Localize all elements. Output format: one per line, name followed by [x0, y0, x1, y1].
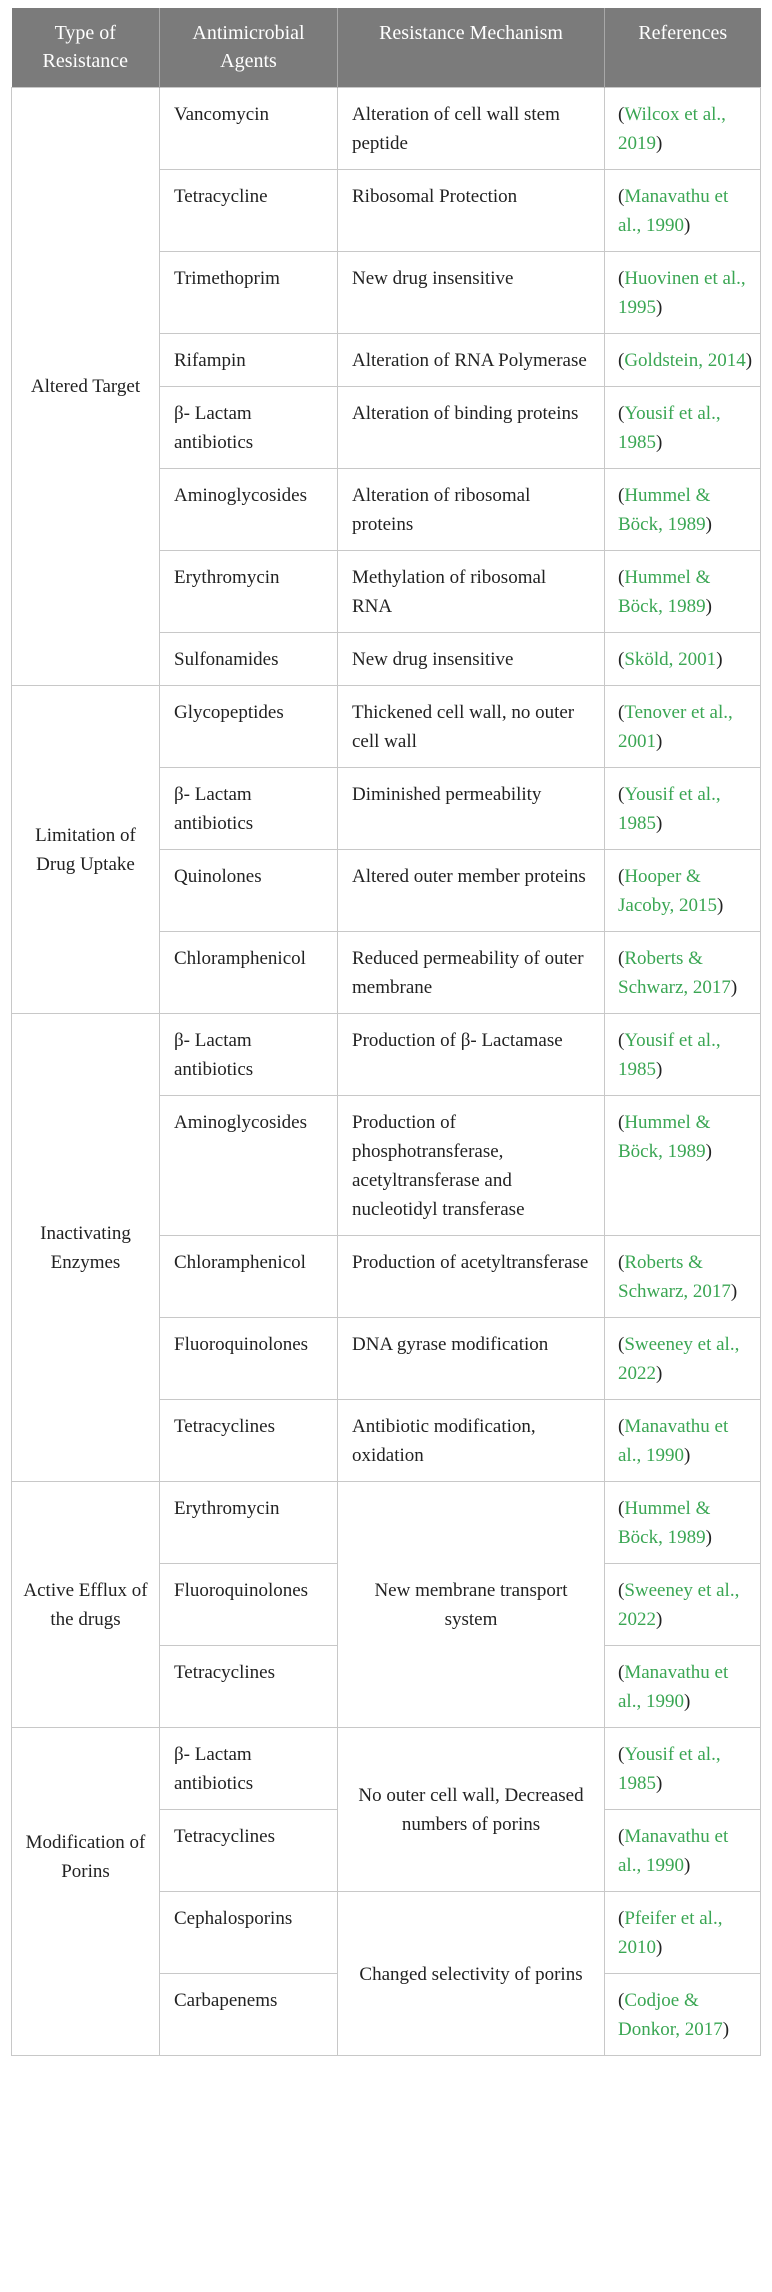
citation-link[interactable]: Hummel & Böck, 1989 — [618, 1112, 711, 1162]
citation-link[interactable]: Yousif et al., 1985 — [618, 403, 721, 453]
resistance-type-cell: Active Efflux of the drugs — [12, 1482, 160, 1728]
mechanism-cell: Changed selectivity of porins — [338, 1892, 605, 2056]
mechanism-cell: Reduced permeability of outer membrane — [338, 932, 605, 1014]
citation-link[interactable]: Hummel & Böck, 1989 — [618, 1498, 711, 1548]
table-row — [12, 1728, 761, 1810]
agent-cell: Tetracyclines — [160, 1810, 338, 1892]
agent-cell: Tetracyclines — [160, 1646, 338, 1728]
header-antimicrobial-agents: Antimicrobial Agents — [160, 8, 338, 88]
citation-link[interactable]: Manavathu et al., 1990 — [618, 186, 729, 236]
resistance-type-cell: Modification of Porins — [12, 1728, 160, 1892]
agent-cell: β- Lactam antibiotics — [160, 387, 338, 469]
reference-cell: (Manavathu et al., 1990) — [605, 1400, 761, 1482]
citation-link[interactable]: Yousif et al., 1985 — [618, 784, 721, 834]
mechanism-cell: Thickened cell wall, no outer cell wall — [338, 686, 605, 768]
citation-link[interactable]: Hooper & Jacoby, 2015 — [618, 866, 718, 916]
reference-cell: (Yousif et al., 1985) — [605, 387, 761, 469]
reference-cell: (Roberts & Schwarz, 2017) — [605, 1236, 761, 1318]
agent-cell: Chloramphenicol — [160, 1236, 338, 1318]
mechanism-cell: Production of acetyltransferase — [338, 1236, 605, 1318]
agent-cell: Erythromycin — [160, 1482, 338, 1564]
agent-cell: Rifampin — [160, 334, 338, 387]
agent-cell: Carbapenems — [160, 1974, 338, 2056]
citation-link[interactable]: Yousif et al., 1985 — [618, 1744, 721, 1794]
reference-cell: (Hooper & Jacoby, 2015) — [605, 850, 761, 932]
resistance-table — [11, 8, 761, 2056]
reference-cell: (Hummel & Böck, 1989) — [605, 469, 761, 551]
agent-cell: β- Lactam antibiotics — [160, 768, 338, 850]
mechanism-cell: Ribosomal Protection — [338, 170, 605, 252]
mechanism-cell: Production of β- Lactamase — [338, 1014, 605, 1096]
agent-cell: Vancomycin — [160, 88, 338, 170]
reference-cell: (Goldstein, 2014) — [605, 334, 761, 387]
citation-link[interactable]: Huovinen et al., 1995 — [618, 268, 746, 318]
mechanism-cell: New drug insensitive — [338, 252, 605, 334]
reference-cell: (Yousif et al., 1985) — [605, 1014, 761, 1096]
agent-cell: Aminoglycosides — [160, 1096, 338, 1236]
citation-link[interactable]: Roberts & Schwarz, 2017 — [618, 948, 731, 998]
agent-cell: Trimethoprim — [160, 252, 338, 334]
header-type-of-resistance: Type of Resistance — [12, 8, 160, 88]
table-row — [12, 88, 761, 170]
mechanism-cell: Methylation of ribosomal RNA — [338, 551, 605, 633]
agent-cell: Fluoroquinolones — [160, 1564, 338, 1646]
reference-cell: (Manavathu et al., 1990) — [605, 1646, 761, 1728]
citation-link[interactable]: Yousif et al., 1985 — [618, 1030, 721, 1080]
mechanism-cell: New membrane transport system — [338, 1482, 605, 1728]
reference-cell: (Sweeney et al., 2022) — [605, 1564, 761, 1646]
resistance-type-cell: Limitation of Drug Uptake — [12, 686, 160, 1014]
reference-cell: (Yousif et al., 1985) — [605, 768, 761, 850]
citation-link[interactable]: Pfeifer et al., 2010 — [618, 1908, 723, 1958]
mechanism-cell: No outer cell wall, Decreased numbers of porins — [338, 1728, 605, 1892]
citation-link[interactable]: Wilcox et al., 2019 — [618, 104, 726, 154]
reference-cell: (Sweeney et al., 2022) — [605, 1318, 761, 1400]
citation-link[interactable]: Hummel & Böck, 1989 — [618, 567, 711, 617]
agent-cell: Fluoroquinolones — [160, 1318, 338, 1400]
mechanism-cell: Altered outer member proteins — [338, 850, 605, 932]
table-row — [12, 1892, 761, 1974]
mechanism-cell: New drug insensitive — [338, 633, 605, 686]
reference-cell: (Hummel & Böck, 1989) — [605, 551, 761, 633]
resistance-type-cell-continued — [12, 1892, 160, 2056]
table-row — [12, 1014, 761, 1096]
agent-cell: β- Lactam antibiotics — [160, 1728, 338, 1810]
mechanism-cell: Production of phosphotransferase, acetyltransferase and nucleotidyl transferase — [338, 1096, 605, 1236]
resistance-type-cell: Inactivating Enzymes — [12, 1014, 160, 1482]
agent-cell: Tetracyclines — [160, 1400, 338, 1482]
citation-link[interactable]: Sweeney et al., 2022 — [618, 1334, 740, 1384]
header-row — [12, 8, 761, 88]
reference-cell: (Wilcox et al., 2019) — [605, 88, 761, 170]
reference-cell: (Hummel & Böck, 1989) — [605, 1482, 761, 1564]
reference-cell: (Yousif et al., 1985) — [605, 1728, 761, 1810]
mechanism-cell: Alteration of ribosomal proteins — [338, 469, 605, 551]
citation-link[interactable]: Hummel & Böck, 1989 — [618, 485, 711, 535]
citation-link[interactable]: Manavathu et al., 1990 — [618, 1662, 729, 1712]
agent-cell: Chloramphenicol — [160, 932, 338, 1014]
agent-cell: β- Lactam antibiotics — [160, 1014, 338, 1096]
reference-cell: (Manavathu et al., 1990) — [605, 1810, 761, 1892]
mechanism-cell: Diminished permeability — [338, 768, 605, 850]
mechanism-cell: Alteration of binding proteins — [338, 387, 605, 469]
table-row — [12, 686, 761, 768]
citation-link[interactable]: Manavathu et al., 1990 — [618, 1826, 729, 1876]
reference-cell: (Hummel & Böck, 1989) — [605, 1096, 761, 1236]
citation-link[interactable]: Goldstein, 2014 — [624, 350, 746, 371]
agent-cell: Aminoglycosides — [160, 469, 338, 551]
agent-cell: Tetracycline — [160, 170, 338, 252]
reference-cell: (Pfeifer et al., 2010) — [605, 1892, 761, 1974]
mechanism-cell: Antibiotic modification, oxidation — [338, 1400, 605, 1482]
citation-link[interactable]: Tenover et al., 2001 — [618, 702, 733, 752]
agent-cell: Erythromycin — [160, 551, 338, 633]
header-references: References — [605, 8, 761, 88]
citation-link[interactable]: Sköld, 2001 — [624, 649, 717, 670]
citation-link[interactable]: Roberts & Schwarz, 2017 — [618, 1252, 731, 1302]
resistance-type-cell: Altered Target — [12, 88, 160, 686]
mechanism-cell: Alteration of cell wall stem peptide — [338, 88, 605, 170]
agent-cell: Cephalosporins — [160, 1892, 338, 1974]
agent-cell: Quinolones — [160, 850, 338, 932]
reference-cell: (Sköld, 2001) — [605, 633, 761, 686]
reference-cell: (Manavathu et al., 1990) — [605, 170, 761, 252]
resistance-table-container — [11, 8, 760, 2056]
reference-cell: (Codjoe & Donkor, 2017) — [605, 1974, 761, 2056]
agent-cell: Sulfonamides — [160, 633, 338, 686]
agent-cell: Glycopeptides — [160, 686, 338, 768]
citation-link[interactable]: Sweeney et al., 2022 — [618, 1580, 740, 1630]
table-row — [12, 1482, 761, 1564]
citation-link[interactable]: Codjoe & Donkor, 2017 — [618, 1990, 723, 2040]
reference-cell: (Tenover et al., 2001) — [605, 686, 761, 768]
header-resistance-mechanism: Resistance Mechanism — [338, 8, 605, 88]
mechanism-cell: Alteration of RNA Polymerase — [338, 334, 605, 387]
reference-cell: (Huovinen et al., 1995) — [605, 252, 761, 334]
mechanism-cell: DNA gyrase modification — [338, 1318, 605, 1400]
citation-link[interactable]: Manavathu et al., 1990 — [618, 1416, 729, 1466]
reference-cell: (Roberts & Schwarz, 2017) — [605, 932, 761, 1014]
